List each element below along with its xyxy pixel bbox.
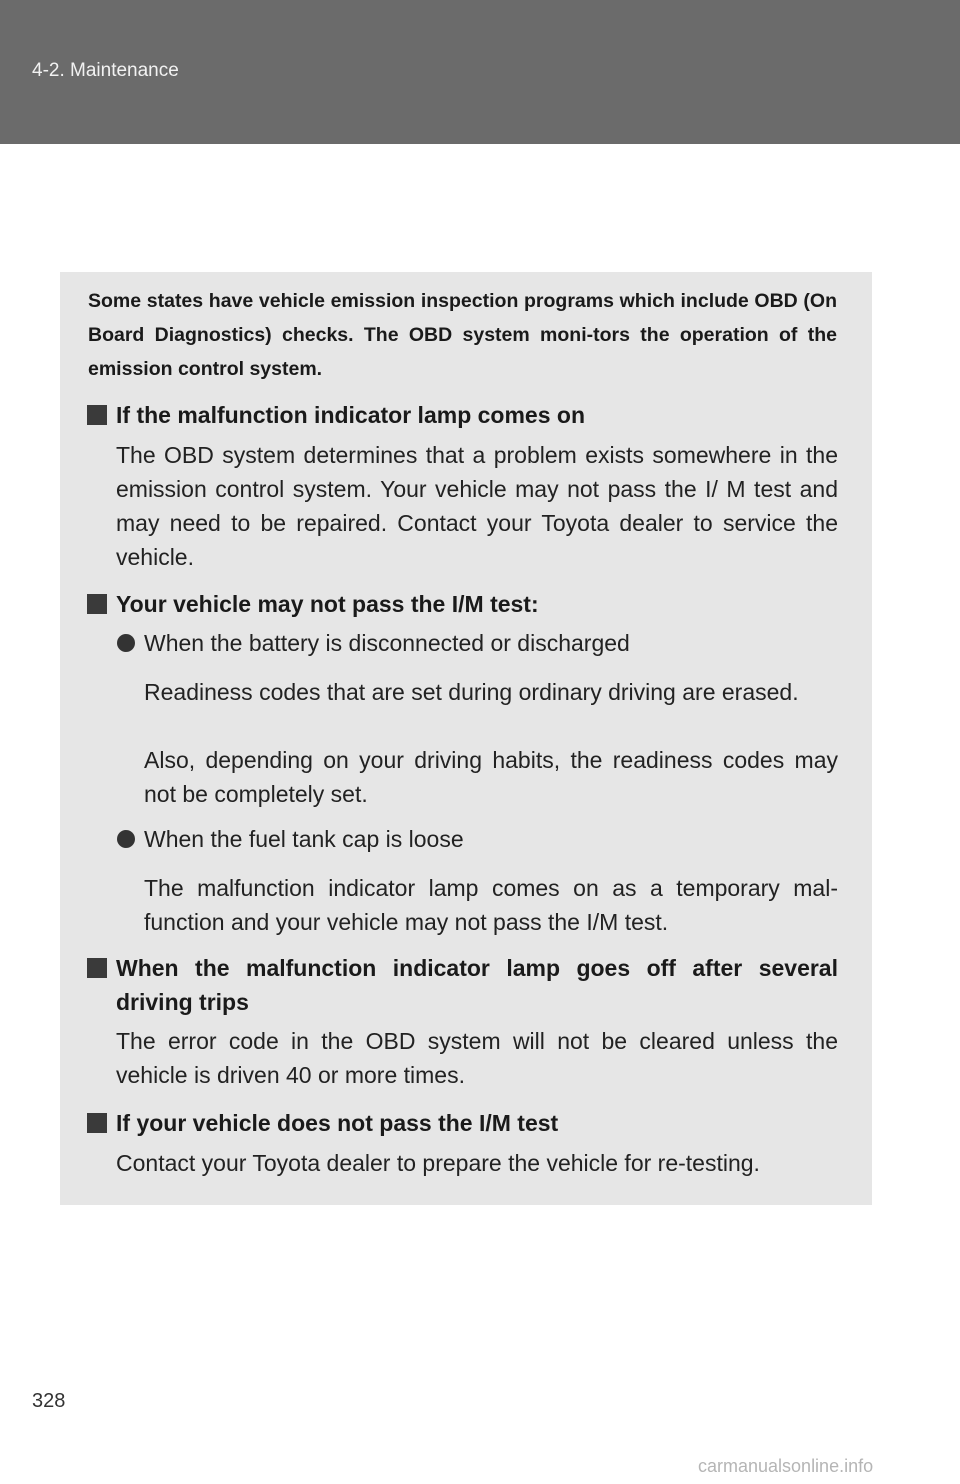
bullet-fuel-cap: When the fuel tank cap is loose	[144, 826, 464, 852]
round-bullet-icon	[117, 634, 135, 652]
section-heading-not-pass: If your vehicle does not pass the I/M test	[116, 1110, 559, 1136]
section-body-not-pass: Contact your Toyota dealer to prepare the vehicle for re-testing.	[116, 1150, 760, 1176]
round-bullet-icon	[117, 830, 135, 848]
section-heading-lamp-off-line1: When the malfunction indicator lamp goes off after several	[116, 955, 838, 981]
section-label: 4-2. Maintenance	[32, 60, 179, 81]
section-heading-lamp-off-line2: driving trips	[116, 989, 249, 1015]
section-heading-lamp-on: If the malfunction indicator lamp comes on	[116, 402, 585, 428]
bullet-battery-detail-2: Also, depending on your driving habits, the readiness codes may not be completely set.	[144, 747, 838, 807]
page-number: 328	[32, 1390, 66, 1412]
square-bullet-icon	[87, 594, 107, 614]
section-body-lamp-on: The OBD system determines that a problem exists somewhere in the emission control system. Your vehicle may not pass the I/ M test and may need to be repaired. Contact your Toyota dealer to service the vehicle.	[116, 442, 838, 570]
square-bullet-icon	[87, 1113, 107, 1133]
bullet-fuel-cap-detail: The malfunction indicator lamp comes on as a temporary mal-function and your vehicle may not pass the I/M test.	[144, 875, 838, 935]
bullet-battery-detail: Readiness codes that are set during ordinary driving are erased.	[144, 679, 799, 705]
intro-text: Some states have vehicle emission inspection programs which include OBD (On Board Diagnostics) checks. The OBD system moni-tors the operation of the emission control system.	[88, 290, 837, 380]
section-heading-may-not-pass: Your vehicle may not pass the I/M test:	[116, 591, 539, 617]
square-bullet-icon	[87, 405, 107, 425]
page-header-bar	[0, 0, 960, 144]
bullet-battery: When the battery is disconnected or discharged	[144, 630, 630, 656]
watermark: carmanualsonline.info	[698, 1456, 874, 1476]
section-body-lamp-off: The error code in the OBD system will not be cleared unless the vehicle is driven 40 or more times.	[116, 1028, 838, 1088]
square-bullet-icon	[87, 958, 107, 978]
